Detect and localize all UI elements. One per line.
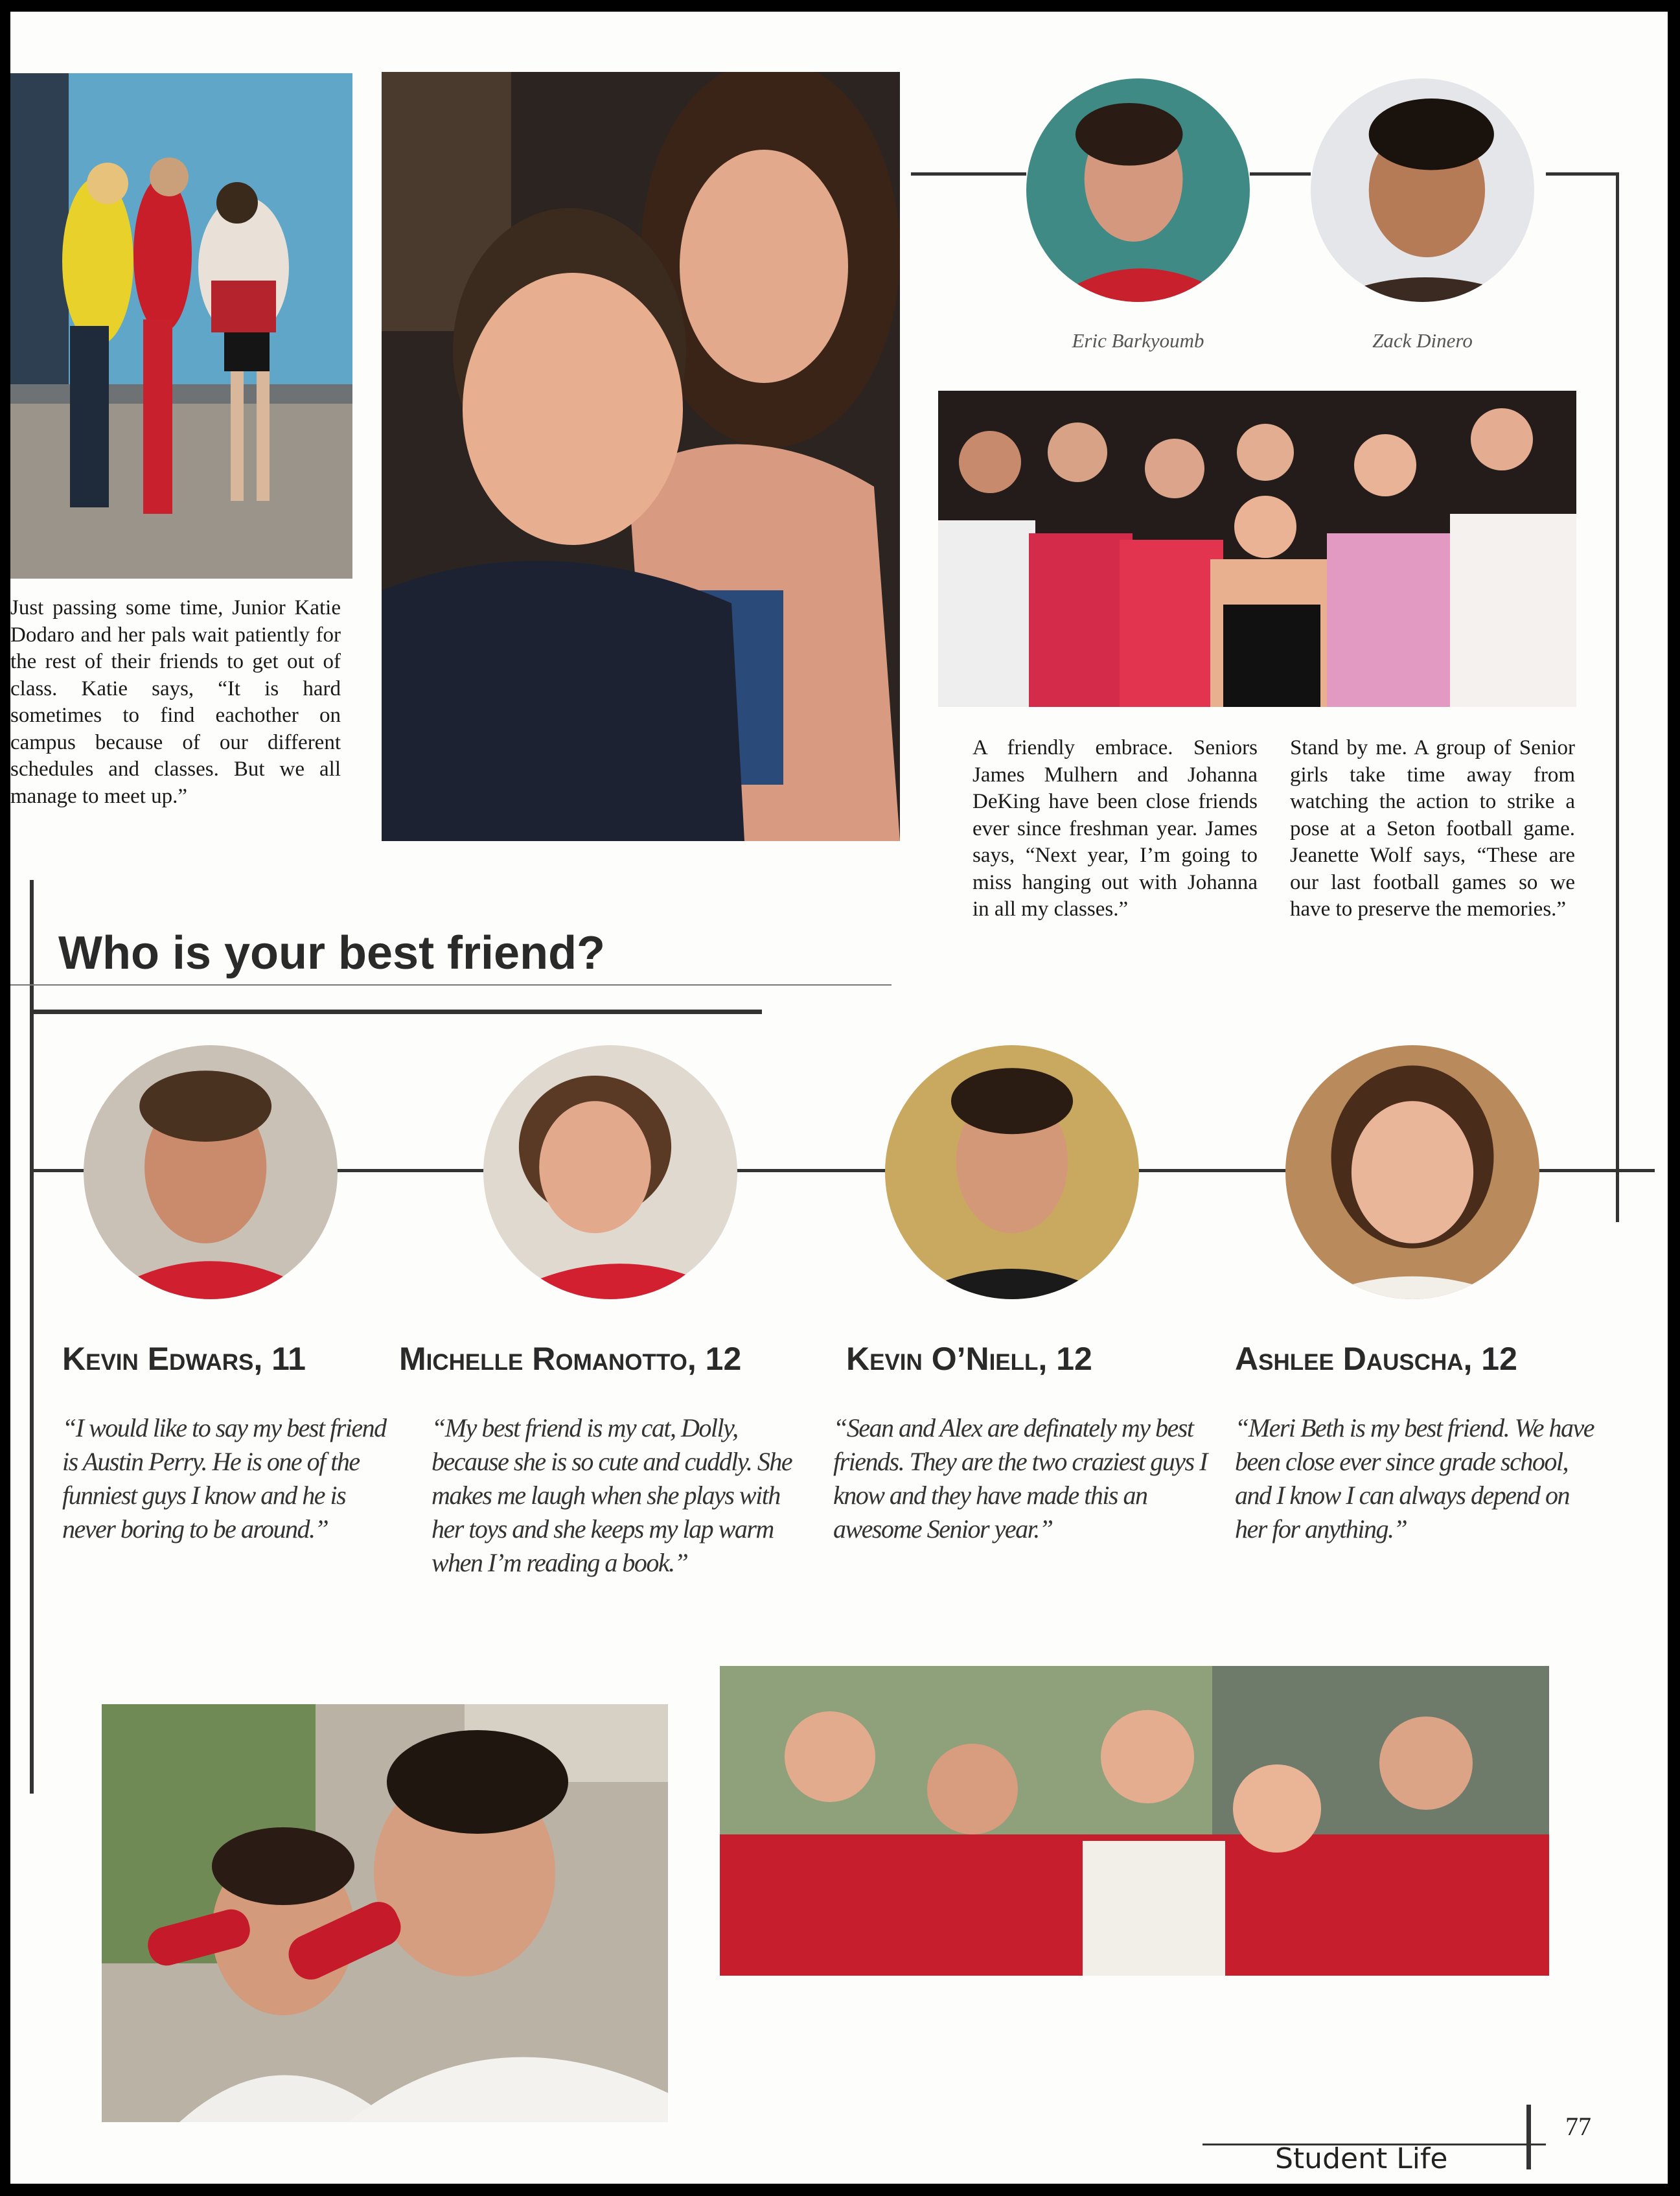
friend-name-1: Kevin Edwars, 11 xyxy=(62,1341,306,1377)
photo-soda-boys xyxy=(102,1704,668,2122)
friend-name-2: Michelle Romanotto, 12 xyxy=(399,1341,742,1377)
caption-stand-by-me: Stand by me. A group of Senior girls take time away from watching the action to strike a pose at a Seton football game. Jeanette Wolf says, “These are our last football games so we have to preserve the memories.” xyxy=(1290,736,1575,921)
friend-quote-4: “Meri Beth is my best friend. We have been close ever since grade school, and I know I can always depend on her for anything.” xyxy=(1235,1413,1594,1543)
left-vertical-rule xyxy=(30,880,34,1794)
photo-senior-girls xyxy=(938,391,1576,707)
friend-quote-1: “I would like to say my best friend is Austin Perry. He is one of the funniest guys I know and he is never boring to be around.” xyxy=(62,1413,386,1543)
yearbook-page xyxy=(10,12,1668,2184)
heading-thin-rule xyxy=(10,984,892,986)
friend-quote-2: “My best friend is my cat, Dolly, because she is so cute and cuddly. She makes me laugh when she plays with her toys and she keeps my lap warm when I’m reading a book.” xyxy=(432,1413,792,1577)
portrait-kevin-oniell xyxy=(885,1045,1139,1299)
footer-vertical-rule xyxy=(1526,2105,1531,2169)
connector-line xyxy=(911,172,1026,176)
friend-name-3: Kevin O’Niell, 12 xyxy=(846,1341,1092,1377)
page-number: 77 xyxy=(1565,2112,1591,2141)
friend-quote-3: “Sean and Alex are definately my best friends. They are the two craziest guys I know and they have made this an awesome Senior year.” xyxy=(833,1413,1207,1543)
photo-girls-waiting xyxy=(10,73,352,579)
portrait-michelle-romanotto xyxy=(483,1045,737,1299)
connector-line xyxy=(1250,172,1311,176)
portrait-ashlee-dauscha xyxy=(1285,1045,1539,1299)
caption-katie: Just passing some time, Junior Katie Dodaro and her pals wait patiently for the rest of their friends to get out of class. Katie says, “It is hard sometimes to find eachother on campus because of our different schedules and classes. But we all manage to meet up.” xyxy=(10,596,341,808)
photo-girls-group xyxy=(720,1666,1549,1976)
portrait-name-zack: Zack Dinero xyxy=(1372,329,1473,352)
portrait-eric xyxy=(1026,78,1250,302)
portrait-kevin-edwars xyxy=(84,1045,338,1299)
connector-line xyxy=(1546,172,1618,176)
portrait-zack xyxy=(1311,78,1534,302)
connector-vertical xyxy=(1616,172,1619,1222)
footer-section-label: Student Life xyxy=(1275,2142,1448,2175)
friend-name-4: Ashlee Dauscha, 12 xyxy=(1235,1341,1517,1377)
caption-embrace: A friendly embrace. Seniors James Mulhern and Johanna DeKing have been close friends ever since freshman year. James says, “Next year, I’m going to miss hanging out with Johanna in all my classes.” xyxy=(972,736,1258,921)
heading-rule xyxy=(30,1010,762,1014)
section-heading: Who is your best friend? xyxy=(58,927,606,979)
photo-embrace xyxy=(382,72,900,841)
portrait-name-eric: Eric Barkyoumb xyxy=(1072,329,1204,352)
